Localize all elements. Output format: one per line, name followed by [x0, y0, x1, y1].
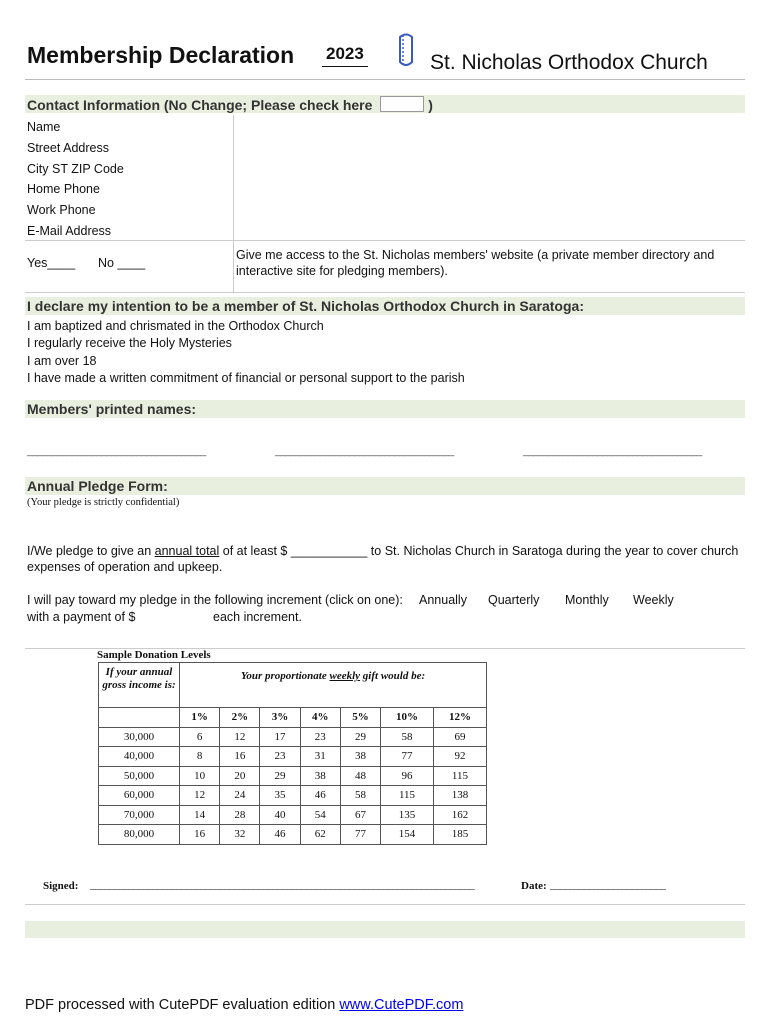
table-cell: 77 [381, 747, 434, 767]
table-cell: 29 [340, 727, 380, 747]
table-cell: 67 [340, 805, 380, 825]
table-cell: 58 [381, 727, 434, 747]
website-yes-option[interactable]: Yes____ [27, 256, 76, 270]
table-cell: 14 [180, 805, 220, 825]
percent-header: 4% [300, 708, 340, 728]
payment-label: with a payment of $ [27, 610, 136, 624]
page-title: Membership Declaration [27, 42, 295, 68]
table-cell: 23 [260, 747, 300, 767]
sample-table-title: Sample Donation Levels [97, 649, 211, 661]
table-row [99, 747, 487, 767]
website-no-option[interactable]: No ____ [98, 256, 146, 270]
member-name-field[interactable]: ____________________________________ [27, 446, 206, 457]
table-cell: 60,000 [99, 786, 180, 806]
name-field-label: Name [27, 120, 61, 134]
table-row [99, 727, 487, 747]
work-phone-label: Work Phone [27, 203, 96, 217]
table-row [99, 825, 487, 845]
table-cell: 80,000 [99, 825, 180, 845]
table-cell: 32 [220, 825, 260, 845]
no-change-checkbox[interactable] [380, 96, 424, 112]
table-cell: 70,000 [99, 805, 180, 825]
table-cell: 46 [260, 825, 300, 845]
date-field[interactable]: ________________________ [550, 879, 666, 891]
table-cell: 38 [340, 747, 380, 767]
table-cell: 54 [300, 805, 340, 825]
increment-text: I will pay toward my pledge in the following increment (click on one): [27, 593, 403, 607]
option-quarterly[interactable]: Quarterly [488, 593, 540, 607]
table-cell: 92 [433, 747, 486, 767]
declaration-line: I am baptized and chrismated in the Orthodox Church [27, 319, 324, 333]
table-cell: 40 [260, 805, 300, 825]
table-cell: 29 [260, 766, 300, 786]
table-cell: 138 [433, 786, 486, 806]
table-cell: 24 [220, 786, 260, 806]
table-cell: 28 [220, 805, 260, 825]
city-zip-label: City ST ZIP Code [27, 162, 124, 176]
cutepdf-link[interactable]: www.CutePDF.com [339, 997, 464, 1013]
cutepdf-footer: PDF processed with CutePDF evaluation edition www.CutePDF.com [25, 997, 464, 1013]
payment-suffix: each increment. [213, 610, 302, 624]
table-cell: 17 [260, 727, 300, 747]
table-cell: 6 [180, 727, 220, 747]
table-cell: 135 [381, 805, 434, 825]
church-name: St. Nicholas Orthodox Church [430, 51, 708, 74]
table-cell: 40,000 [99, 747, 180, 767]
table-cell: 8 [180, 747, 220, 767]
date-label: Date: [521, 880, 547, 892]
year-field[interactable]: 2023 [322, 44, 368, 67]
sample-donation-table [98, 662, 487, 845]
table-cell: 12 [180, 786, 220, 806]
bottom-band [25, 921, 745, 938]
income-header: If your annual gross income is: [99, 663, 180, 708]
table-cell: 162 [433, 805, 486, 825]
member-name-field[interactable]: ____________________________________ [275, 446, 454, 457]
percent-header: 1% [180, 708, 220, 728]
table-cell: 10 [180, 766, 220, 786]
option-monthly[interactable]: Monthly [565, 593, 609, 607]
street-address-label: Street Address [27, 141, 109, 155]
signed-label: Signed: [43, 880, 79, 892]
percent-header: 3% [260, 708, 300, 728]
table-cell: 58 [340, 786, 380, 806]
table-cell: 46 [300, 786, 340, 806]
members-heading: Members' printed names: [27, 401, 197, 417]
member-name-field[interactable]: ____________________________________ [523, 446, 702, 457]
option-weekly[interactable]: Weekly [633, 593, 674, 607]
table-cell: 69 [433, 727, 486, 747]
table-cell: 12 [220, 727, 260, 747]
table-row [99, 786, 487, 806]
gift-header: Your proportionate weekly gift would be: [180, 663, 487, 708]
table-cell: 115 [433, 766, 486, 786]
declaration-heading: I declare my intention to be a member of St. Nicholas Orthodox Church in Saratoga: [27, 298, 584, 314]
confidential-note: (Your pledge is strictly confidential) [27, 497, 180, 508]
signature-field[interactable]: ________________________________________________________________________________ [90, 879, 475, 891]
table-cell: 48 [340, 766, 380, 786]
table-cell: 16 [180, 825, 220, 845]
table-cell: 35 [260, 786, 300, 806]
table-cell: 31 [300, 747, 340, 767]
percent-header: 12% [433, 708, 486, 728]
table-row [99, 805, 487, 825]
declaration-line: I am over 18 [27, 354, 97, 368]
table-cell: 115 [381, 786, 434, 806]
table-cell: 23 [300, 727, 340, 747]
table-cell: 38 [300, 766, 340, 786]
email-label: E-Mail Address [27, 224, 112, 238]
percent-header: 5% [340, 708, 380, 728]
percent-header: 10% [381, 708, 434, 728]
table-cell: 20 [220, 766, 260, 786]
pledge-heading: Annual Pledge Form: [27, 478, 168, 494]
website-access-text: Give me access to the St. Nicholas members' website (a private member directory and interactive site for pledging members). [236, 248, 715, 278]
table-row [99, 766, 487, 786]
percent-header: 2% [220, 708, 260, 728]
table-cell: 30,000 [99, 727, 180, 747]
table-cell: 185 [433, 825, 486, 845]
percent-header-spacer [99, 708, 180, 728]
contact-heading: Contact Information (No Change; Please check here ) [27, 97, 433, 113]
pledge-amount-text: I/We pledge to give an annual total of at least $ ___________ to St. Nicholas Church in Saratoga during the year to cover church expenses of operation and upkeep. [27, 544, 739, 574]
option-annually[interactable]: Annually [419, 593, 467, 607]
table-cell: 16 [220, 747, 260, 767]
table-cell: 62 [300, 825, 340, 845]
declaration-line: I have made a written commitment of financial or personal support to the parish [27, 371, 465, 385]
table-cell: 96 [381, 766, 434, 786]
payment-amount-field[interactable] [140, 610, 208, 625]
table-cell: 77 [340, 825, 380, 845]
table-cell: 154 [381, 825, 434, 845]
home-phone-label: Home Phone [27, 182, 100, 196]
table-cell: 50,000 [99, 766, 180, 786]
church-logo-icon [393, 31, 419, 71]
declaration-line: I regularly receive the Holy Mysteries [27, 336, 232, 350]
